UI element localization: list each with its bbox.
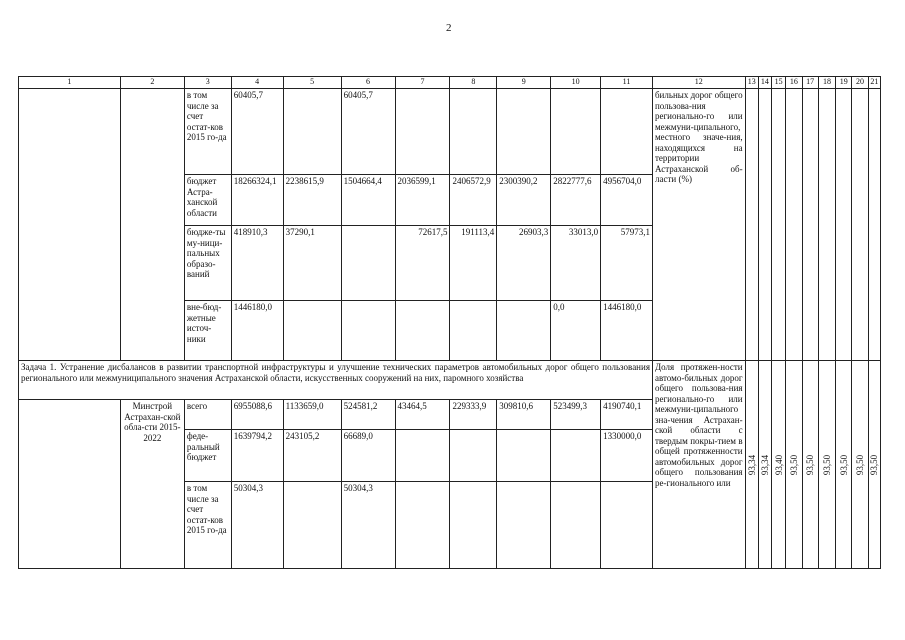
amount-year <box>601 89 653 175</box>
amount-year <box>341 226 395 301</box>
funding-source: всего <box>184 400 231 430</box>
empty-cell <box>745 89 758 361</box>
amount-year <box>395 89 450 175</box>
amount-year: 309810,6 <box>497 400 551 430</box>
empty-cell <box>19 89 121 361</box>
amount-year: 66689,0 <box>341 430 395 482</box>
amount-year: 2036599,1 <box>395 175 450 226</box>
page-number: 2 <box>446 22 452 34</box>
amount-year <box>283 301 341 361</box>
amount-year: 57973,1 <box>601 226 653 301</box>
amount-year: 1504664,4 <box>341 175 395 226</box>
amount-year <box>395 301 450 361</box>
indicator-description: Доля протяжен-ности автомо-бильных дорог общего пользова-ния регионально-го или межмуни-ципального зна-чения Астрахан-ской области с твердым покры-тием в общей протяженности автомобильных дорог общего пользования ре-гионального или <box>652 361 745 569</box>
executor: Минстрой Астрахан-ской обла-сти 2015-2022 <box>120 400 184 569</box>
amount-year <box>283 482 341 569</box>
amount-year: 191113,4 <box>450 226 497 301</box>
header-cell: 2 <box>120 77 184 89</box>
indicator-value: 93,50 <box>802 361 818 569</box>
amount-total: 50304,3 <box>231 482 283 569</box>
header-cell: 18 <box>818 77 835 89</box>
header-cell: 12 <box>652 77 745 89</box>
amount-year: 2406572,9 <box>450 175 497 226</box>
amount-year <box>551 482 601 569</box>
header-cell: 13 <box>745 77 758 89</box>
amount-year: 1330000,0 <box>601 430 653 482</box>
amount-year <box>497 482 551 569</box>
header-cell: 21 <box>868 77 880 89</box>
amount-year: 0,0 <box>551 301 601 361</box>
indicator-value: 93,40 <box>772 361 786 569</box>
table-row <box>19 89 881 175</box>
header-cell: 19 <box>836 77 852 89</box>
indicator-description: бильных дорог общего пользова-ния регионально-го или межмуни-ципального, местного значе-ния, находящихся на территории Астраханской об-ласти (%) <box>652 89 745 361</box>
amount-year <box>497 430 551 482</box>
amount-year: 524581,2 <box>341 400 395 430</box>
amount-year: 243105,2 <box>283 430 341 482</box>
indicator-value: 93,34 <box>745 361 758 569</box>
amount-year <box>341 301 395 361</box>
empty-cell <box>786 89 802 361</box>
amount-year <box>551 89 601 175</box>
header-cell: 1 <box>19 77 121 89</box>
funding-source: в том числе за счет остат-ков 2015 го-да <box>184 482 231 569</box>
header-cell: 5 <box>283 77 341 89</box>
amount-year: 2822777,6 <box>551 175 601 226</box>
amount-year: 2300390,2 <box>497 175 551 226</box>
amount-year <box>497 301 551 361</box>
empty-cell <box>868 89 880 361</box>
amount-year <box>551 430 601 482</box>
empty-cell <box>852 89 868 361</box>
header-cell: 10 <box>551 77 601 89</box>
empty-cell <box>19 400 121 569</box>
indicator-value: 93,50 <box>836 361 852 569</box>
header-cell: 9 <box>497 77 551 89</box>
amount-year <box>450 89 497 175</box>
amount-year: 523499,3 <box>551 400 601 430</box>
empty-cell <box>758 89 771 361</box>
header-cell: 7 <box>395 77 450 89</box>
funding-source: бюджет Астра-ханской области <box>184 175 231 226</box>
amount-year: 72617,5 <box>395 226 450 301</box>
header-cell: 15 <box>772 77 786 89</box>
amount-year: 33013,0 <box>551 226 601 301</box>
indicator-value: 93,50 <box>852 361 868 569</box>
indicator-value: 93,50 <box>868 361 880 569</box>
empty-cell <box>818 89 835 361</box>
amount-year <box>395 482 450 569</box>
header-cell: 8 <box>450 77 497 89</box>
empty-cell <box>772 89 786 361</box>
funding-source: бюдже-ты му-ници-пальных образо-ваний <box>184 226 231 301</box>
amount-year <box>601 482 653 569</box>
amount-year: 60405,7 <box>341 89 395 175</box>
amount-year: 1446180,0 <box>601 301 653 361</box>
header-cell: 6 <box>341 77 395 89</box>
indicator-value: 93,50 <box>818 361 835 569</box>
amount-total: 1446180,0 <box>231 301 283 361</box>
amount-total: 18266324,1 <box>231 175 283 226</box>
funding-source: вне-бюд-жетные источ-ники <box>184 301 231 361</box>
amount-year: 37290,1 <box>283 226 341 301</box>
amount-year: 1133659,0 <box>283 400 341 430</box>
empty-cell <box>120 89 184 361</box>
funding-source: феде-ральный бюджет <box>184 430 231 482</box>
amount-total: 60405,7 <box>231 89 283 175</box>
header-row <box>19 77 881 89</box>
amount-year: 4956704,0 <box>601 175 653 226</box>
amount-total: 1639794,2 <box>231 430 283 482</box>
amount-year: 4190740,1 <box>601 400 653 430</box>
header-cell: 16 <box>786 77 802 89</box>
amount-year <box>497 89 551 175</box>
amount-year: 26903,3 <box>497 226 551 301</box>
header-cell: 20 <box>852 77 868 89</box>
indicator-value: 93,50 <box>786 361 802 569</box>
amount-total: 418910,3 <box>231 226 283 301</box>
empty-cell <box>802 89 818 361</box>
amount-year <box>450 482 497 569</box>
header-cell: 11 <box>601 77 653 89</box>
funding-source: в том числе за счет остат-ков 2015 го-да <box>184 89 231 175</box>
amount-year <box>395 430 450 482</box>
header-cell: 3 <box>184 77 231 89</box>
header-cell: 17 <box>802 77 818 89</box>
amount-year: 50304,3 <box>341 482 395 569</box>
header-cell: 4 <box>231 77 283 89</box>
amount-year <box>283 89 341 175</box>
task-row <box>19 361 881 400</box>
amount-year: 43464,5 <box>395 400 450 430</box>
header-cell: 14 <box>758 77 771 89</box>
amount-year: 229333,9 <box>450 400 497 430</box>
budget-table <box>18 76 881 569</box>
amount-year <box>450 430 497 482</box>
indicator-value: 93,34 <box>758 361 771 569</box>
empty-cell <box>836 89 852 361</box>
amount-year <box>450 301 497 361</box>
task-title: Задача 1. Устранение дисбалансов в развитии транспортной инфраструктуры и улучшение технических параметров автомобильных дорог общего пользования регионального или межмуниципального значения Астраханской области, искусственных сооружений на них, паромного хозяйства <box>19 361 653 400</box>
amount-year: 2238615,9 <box>283 175 341 226</box>
amount-total: 6955088,6 <box>231 400 283 430</box>
